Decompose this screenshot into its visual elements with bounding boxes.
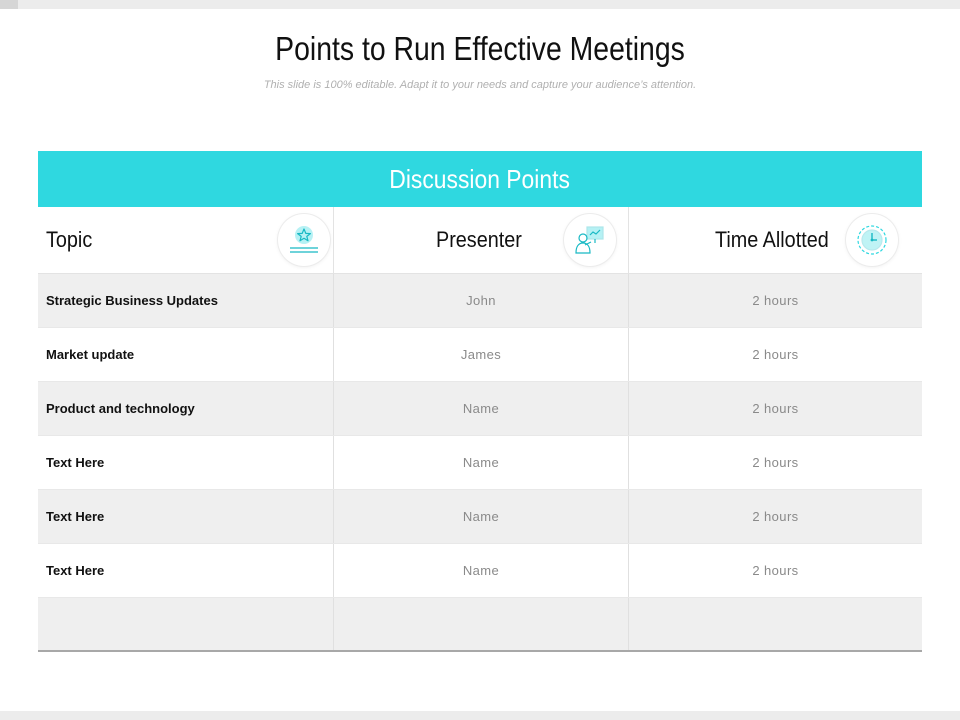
table-row [38,274,922,328]
header-time [628,207,922,274]
top-strip [0,0,960,9]
star-list-icon [278,214,330,266]
table-row-empty [38,598,922,652]
topic-cell: Text Here [46,563,105,578]
topic-cell: Strategic Business Updates [46,293,218,308]
topic-cell: Market update [46,347,135,362]
banner-label: Discussion Points [389,164,571,194]
table-row [38,490,922,544]
table-row [38,328,922,382]
presenter-cell: Name [333,490,628,543]
time-cell: 2 hours [628,382,922,435]
header-time-label-wrap [715,227,841,253]
topic-cell: Text Here [46,509,105,524]
presenter-cell: Name [333,436,628,489]
presenter-cell: Name [333,544,628,597]
header-topic-label: Topic [46,227,93,252]
discussion-table [38,151,922,652]
presenter-cell [333,598,628,650]
time-cell: 2 hours [628,274,922,327]
presenter-cell: Name [333,382,628,435]
bottom-strip [0,711,960,720]
header-presenter [333,207,628,274]
table-banner [38,151,922,207]
header-presenter-label: Presenter [436,227,522,252]
topic-cell: Product and technology [46,401,195,416]
presenter-board-icon [564,214,616,266]
time-cell: 2 hours [628,436,922,489]
presenter-cell: James [333,328,628,381]
presenter-cell: John [333,274,628,327]
topic-cell: Text Here [46,455,105,470]
table-row [38,544,922,598]
time-cell: 2 hours [628,490,922,543]
slide-subtitle: This slide is 100% editable. Adapt it to your needs and capture your audience’s attention. [263,79,697,91]
slide-title: Points to Run Effective Meetings [275,30,685,67]
time-cell [628,598,922,650]
table-row [38,436,922,490]
header-presenter-label-wrap [436,227,531,253]
table-row [38,382,922,436]
header-topic-label-wrap [46,227,97,253]
table-header-row [38,207,922,274]
topic-cell [38,598,333,650]
header-time-label: Time Allotted [715,227,829,252]
top-strip-corner [0,0,18,9]
time-cell: 2 hours [628,328,922,381]
time-cell: 2 hours [628,544,922,597]
clock-icon [846,214,898,266]
header-topic [38,207,333,274]
